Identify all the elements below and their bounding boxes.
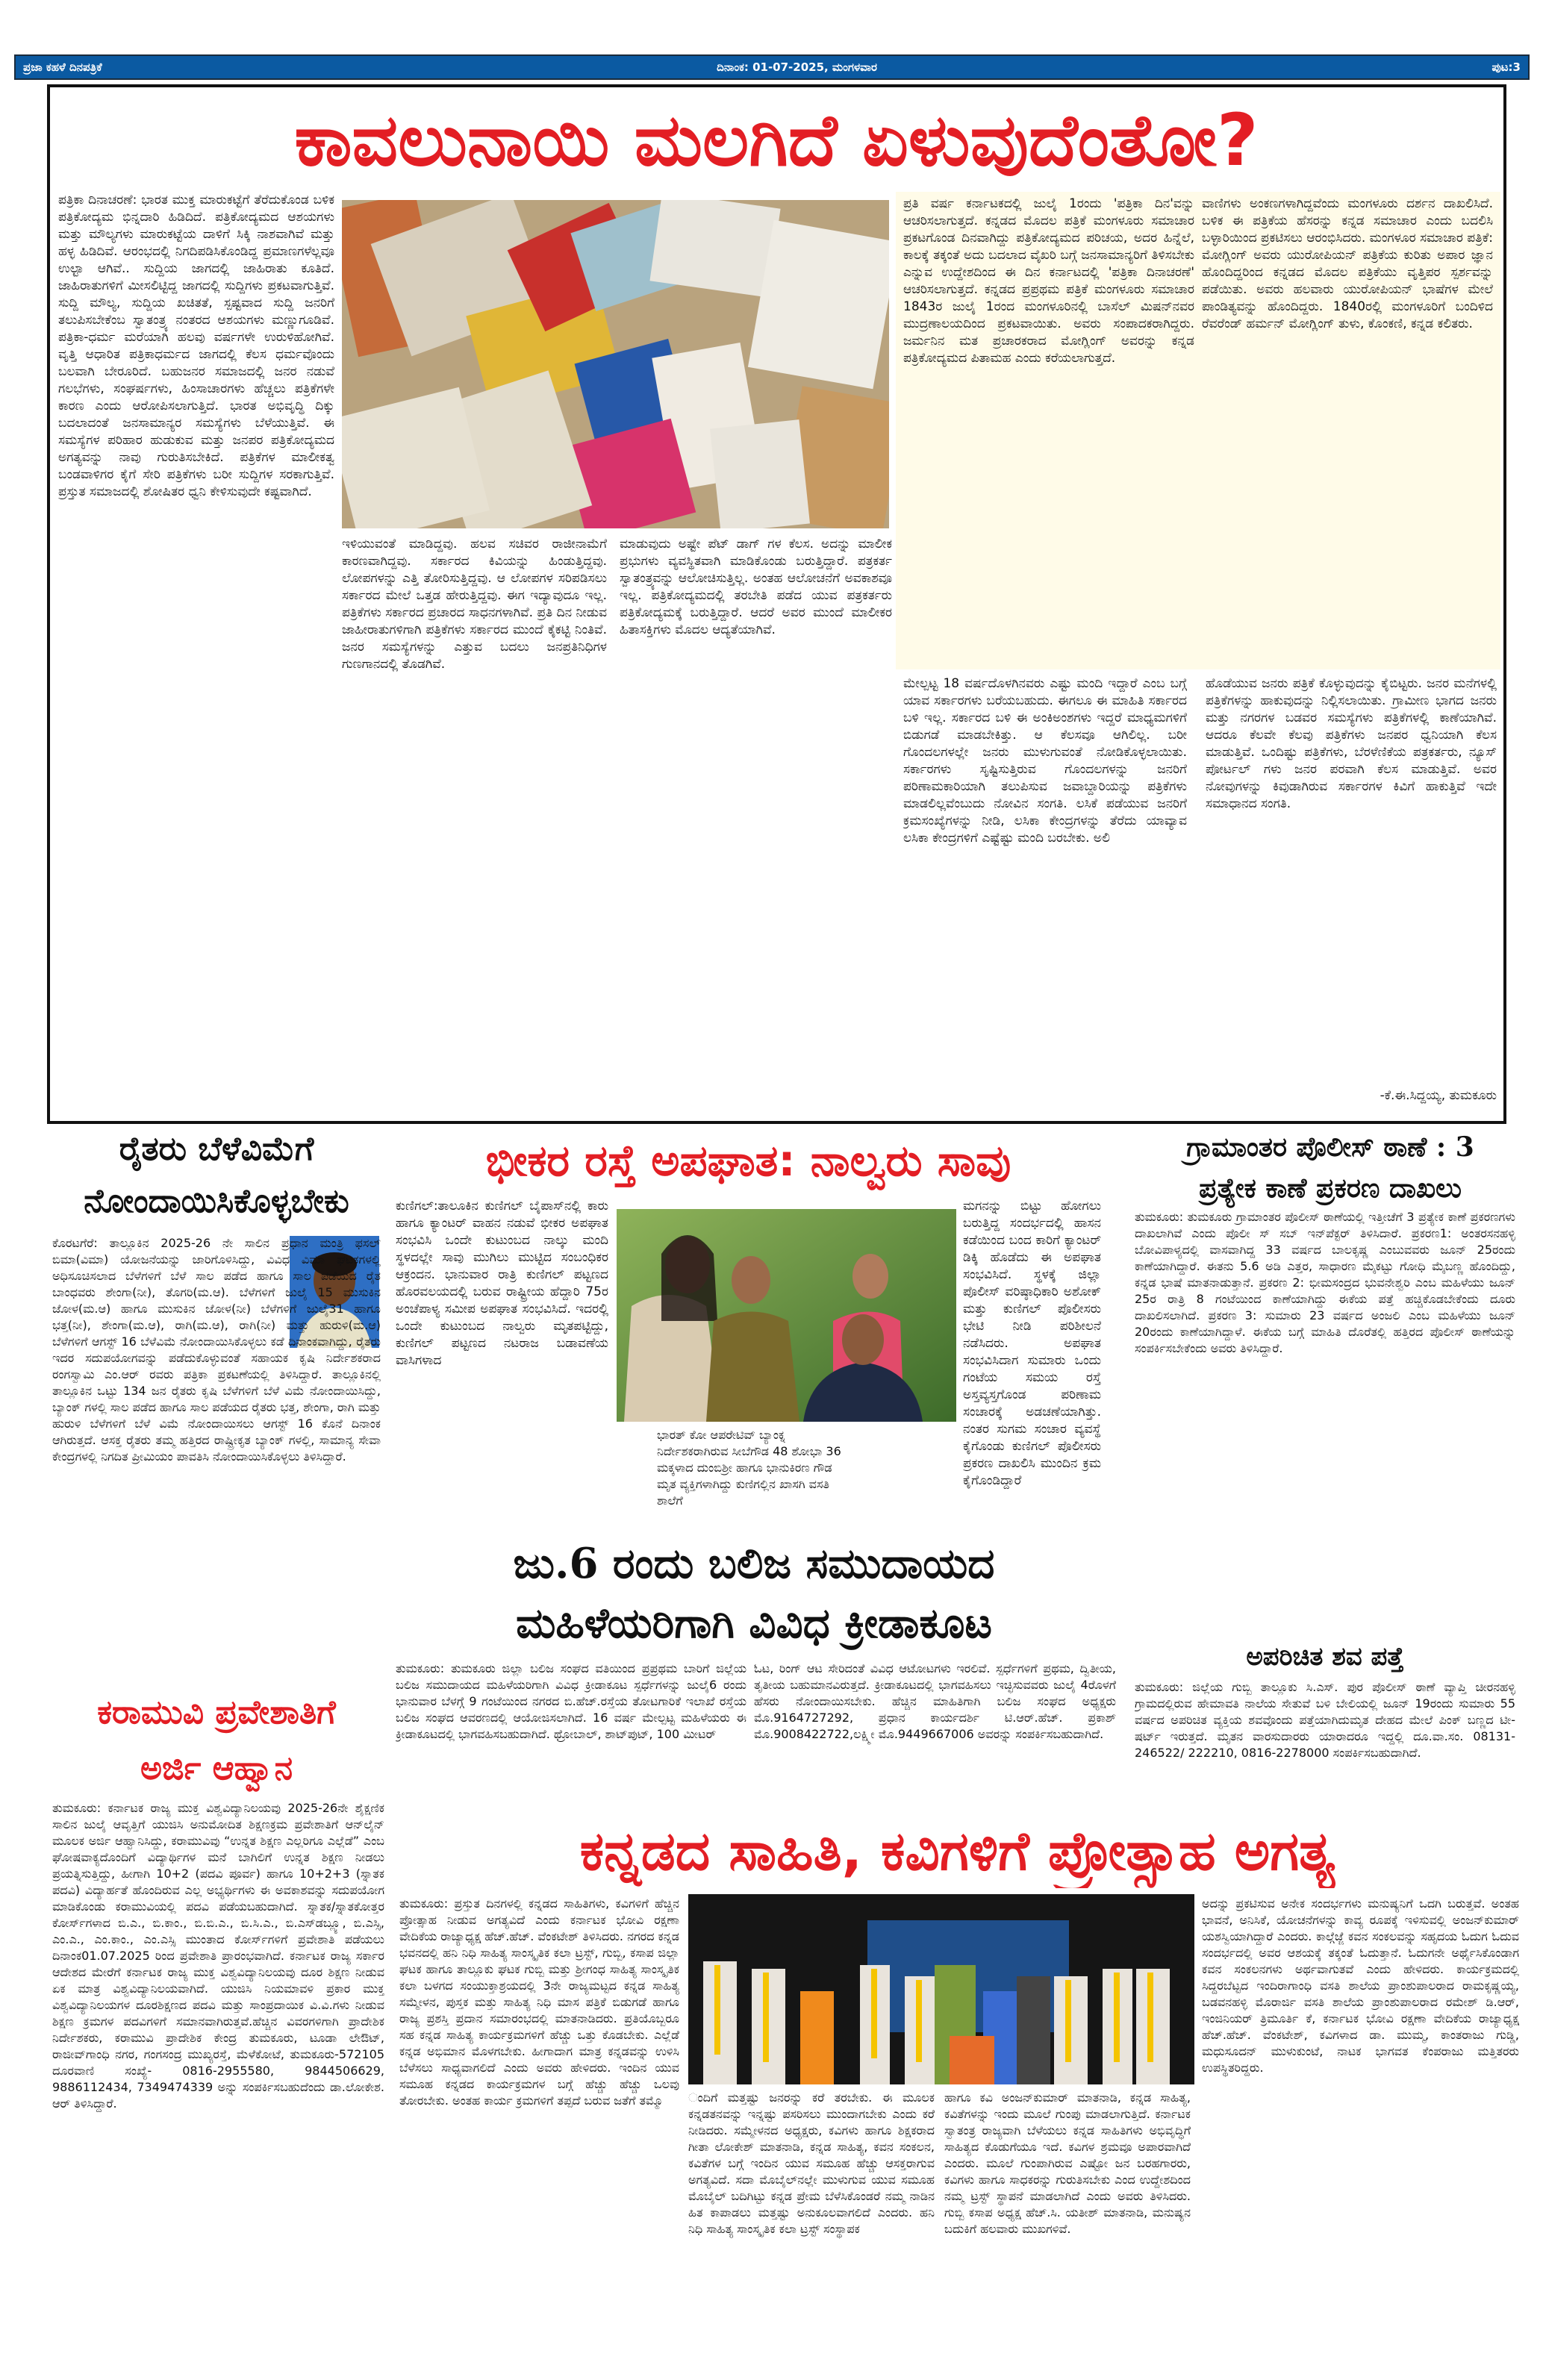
- ksou-headline-line2: ಅರ್ಜಿ ಆಹ್ವಾನ: [140, 1749, 293, 1787]
- literature-event-photo: [688, 1894, 1194, 2084]
- lead-column-5: ಮೇಲ್ಪಟ್ಟ 18 ವರ್ಷದೊಳಗಿನವರು ಎಷ್ಟು ಮಂದಿ ಇದ್ದಾರೆ ಎಂಬ ಬಗ್ಗೆ ಯಾವ ಸರ್ಕಾರಗಳು ಬರೆಯಬಹುದು. ಈಗಲೂ ಈ ಮಾಹಿತಿ ಸರ್ಕಾರದ ಬಳಿ ಇಲ್ಲ. ಸರ್ಕಾರದ ಬಳಿ ಈ ಅಂಕಿಅಂಶಗಳು ಇದ್ದರೆ ಮಾಧ್ಯಮಗಳಿಗೆ ಬಿಡುಗಡೆ ಮಾಡಬೇಕಿತ್ತು. ಆ ಕೆಲಸವೂ ಆಗಿಲಿಲ್ಲ. ಬರೀ ಗೊಂದಲಗಳಲ್ಲೇ ಜನರು ಮುಳುಗುವಂತೆ ನೋಡಿಕೊಳ್ಳಲಾಯಿತು. ಸರ್ಕಾರಗಳು ಸೃಷ್ಟಿಸುತ್ತಿರುವ ಗೊಂದಲಗಳನ್ನು ಜನರಿಗೆ ಪರಿಣಾಮಕಾರಿಯಾಗಿ ತಲುಪಿಸುವ ಜವಾಬ್ದಾರಿಯನ್ನು ಪತ್ರಿಕೆಗಳು ಮಾಡಲಿಲ್ಲವೆಂಬುದು ನೋವಿನ ಸಂಗತಿ. ಲಸಿಕೆ ಪಡೆಯುವ ಜನರಿಗೆ ಕ್ರಮಸಂಖ್ಯೆಗಳನ್ನು ನೀಡಿ, ಲಸಿಕಾ ಕೇಂದ್ರಗಳನ್ನು ತೆರೆದು ಯಾವ್ಯಾವ ಲಸಿಕಾ ಕೇಂದ್ರಗಳಿಗೆ ಎಷ್ಟೆಷ್ಟು ಮಂದಿ ಬರಬೇಕು. ಅಲಿ: [903, 676, 1187, 846]
- literature-column-4: ಅದನ್ನು ಪ್ರಕಟಿಸುವ ಅನೇಕ ಸಂದರ್ಭಗಳು ಮನುಷ್ಯನಿಗೆ ಒದಗಿ ಬರುತ್ತವೆ. ಅಂತಹ ಭಾವನೆ, ಅನಿಸಿಕೆ, ಯೋಚನೆಗಳನ್ನು ಕಾವ್ಯ ರೂಪಕ್ಕೆ ಇಳಿಸುವಲ್ಲಿ ಅಂಜನ್‌ಕುಮಾರ್ ಯಶಸ್ವಿಯಾಗಿದ್ದಾರೆ ಎಂದರು. ಕಾಲ್ಗೆಜ್ಜೆ ಕವನ ಸಂಕಲವನ್ನು ಸಹೃದಯ ಓದುಗ ಓದುವ ಸಂದರ್ಭದಲ್ಲಿ ಅವರ ಆಶಯಕ್ಕೆ ತಕ್ಕಂತೆ ಓದುತ್ತಾನೆ. ಓದುಗನೇ ಅರ್ಥೈಸಿಕೊಂಡಾಗ ಕವನ ಸಂಕಲನಗಳು ಅರ್ಥವಾಗುತವೆ ಎಂದು ಹೇಳಿದರು. ಕಾರ್ಯಕ್ರಮದಲ್ಲಿ ಸಿದ್ದರಬೆಟ್ಟದ ಇಂದಿರಾಗಾಂಧಿ ವಸತಿ ಶಾಲೆಯ ಪ್ರಾಂಶುಪಾಲರಾದ ರಾಮಕೃಷ್ಣಯ್ಯ, ಬಡವನಹಳ್ಳಿ ಮೊರಾರ್ಜಿ ವಸತಿ ಶಾಲೆಯ ಪ್ರಾಂಶುಪಾಲರಾದ ರಮೇಶ್ ಡಿ.ಆರ್, ಇಂಜಿನಿಯರ್ ತ್ರಿಮೂರ್ತಿ ಕೆ, ಕರ್ನಾಟಕ ಭೋವಿ ರಕ್ಷಣಾ ವೇದಿಕೆಯ ರಾಜ್ಯಾಧ್ಯಕ್ಷ ಹೆಚ್.ಹೆಚ್. ವೆಂಕಟೇಶ್, ಕವಿಗಳಾದ ಡಾ. ಮುಮ್ಮ, ಕಾಂತರಾಜು ಗುಡ್ಡಿ, ಮಧುಸೂದನ್ ಮುಳುಕುಂಟೆ, ನಾಟಕ ಭಾಗವತ ಕೆಂಪರಾಜು ಮತ್ತಿತರರು ಉಪಸ್ಥಿತರಿದ್ದರು.: [1202, 1896, 1519, 2075]
- body-found-headline: ಅಪರಿಚಿತ ಶವ ಪತ್ತೆ: [1246, 1642, 1404, 1672]
- accident-column-3: ಮಗನನ್ನು ಬಿಟ್ಟು ಹೋಗಲು ಬರುತ್ತಿದ್ದ ಸಂದರ್ಭದಲ್ಲಿ ಹಾಸನ ಕಡೆಯಿಂದ ಬಂದ ಕಾರಿಗೆ ಕ್ಯಾಂಟರ್ ಡಿಕ್ಕಿ ಹೊಡೆದು ಈ ಅಪಘಾತ ಸಂಭವಿಸಿದೆ. ಸ್ಥಳಕ್ಕೆ ಜಿಲ್ಲಾ ಪೊಲೀಸ್ ವರಿಷ್ಠಾಧಿಕಾರಿ ಅಶೋಕ್ ಮತ್ತು ಕುಣಿಗಲ್ ಪೊಲೀಸರು ಭೇಟಿ ನೀಡಿ ಪರಿಶೀಲನೆ ನಡೆಸಿದರು. ಅಪಘಾತ ಸಂಭವಿಸಿದಾಗ ಸುಮಾರು ಒಂದು ಗಂಟೆಯ ಸಮಯ ರಸ್ತೆ ಅಸ್ತವ್ಯಸ್ತಗೊಂಡ ಪರಿಣಾಮ ಸಂಚಾರಕ್ಕೆ ಅಡಚಣೆಯಾಗಿತ್ತು. ನಂತರ ಸುಗಮ ಸಂಚಾರ ವ್ಯವಸ್ಥೆ ಕೈಗೊಂಡು ಕುಣಿಗಲ್ ಪೊಲೀಸರು ಪ್ರಕರಣ ದಾಖಲಿಸಿ ಮುಂದಿನ ಕ್ರಮ ಕೈಗೊಂಡಿದ್ದಾರೆ: [963, 1199, 1101, 1488]
- felicitation-ceremony-image: [688, 1894, 1194, 2084]
- balija-column-1: ತುಮಕೂರು: ತುಮಕೂರು ಜಿಲ್ಲಾ ಬಲಿಜ ಸಂಘದ ವತಿಯಿಂದ ಪ್ರಪ್ರಥಮ ಬಾರಿಗೆ ಜಿಲ್ಲೆಯ ಬಲಿಜ ಸಮುದಾಯದ ಮಹಿಳೆಯರಿಗಾಗಿ ವಿವಿಧ ಕ್ರೀಡಾಕೂಟ ಸ್ಪರ್ಧೆಗಳನ್ನು ಜುಲೈ6 ರಂದು ಭಾನುವಾರ ಬೆಳಗ್ಗೆ 9 ಗಂಟೆಯಿಂದ ನಗರದ ಬಿ.ಹೆಚ್.ರಸ್ತೆಯ ತೋಟಗಾರಿಕೆ ಇಲಾಖೆ ರಸ್ತೆಯ ಬಲಿಜ ಸಂಘದ ಆವರಣದಲ್ಲಿ ಆಯೋಜಿಸಲಾಗಿದೆ. 16 ವರ್ಷ ಮೇಲ್ಪಟ್ಟ ಮಹಿಳೆಯರು ಈ ಕ್ರೀಡಾಕೂಟದಲ್ಲಿ ಭಾಗವಹಿಸಬಹುದಾಗಿದೆ. ಥ್ರೋಬಾಲ್, ಶಾಟ್‌ಪುಟ್, 100 ಮೀಟರ್: [396, 1661, 746, 1741]
- farmers-headline-line2: ನೋಂದಾಯಿಸಿಕೊಳ್ಳಬೇಕು: [84, 1182, 349, 1220]
- farmers-body: ಕೊರಟಗೆರೆ: ತಾಲ್ಲೂಕಿನ 2025-26 ನೇ ಸಾಲಿನ ಪ್ರಧಾನ ಮಂತ್ರಿ ಫಸಲ್ ಬಿಮಾ(ವಿಮಾ) ಯೋಜನೆಯನ್ನು ಜಾರಿಗೊಳಿಸಿದ್ದು, ವಿವಿಧ ವಿಮಾ ಘಟಕಗಳಲ್ಲಿ ಅಧಿಸೂಚಿಸಲಾದ ಬೆಳೆಗಳಿಗೆ ಬೆಳೆ ಸಾಲ ಪಡೆದ ಹಾಗೂ ಸಾಲ ಪಡೆಯದ ರೈತ ಬಾಂಧವರು ಶೇಂಗಾ(ನೀ), ತೊಗರಿ(ಮ.ಆ). ಬೆಳೆಗಳಿಗೆ ಜುಲೈ 15 ಮುಸುಕಿನ ಜೋಳ(ಮ.ಆ) ಹಾಗೂ ಮುಸುಕಿನ ಜೋಳ(ನೀ) ಬೆಳೆಗಳಿಗೆ ಜುಲೈ31 ಹಾಗೂ ಭತ್ತ(ನೀ), ಶೇಂಗಾ(ಮ.ಆ), ರಾಗಿ(ಮ.ಆ), ರಾಗಿ(ನೀ) ಮತ್ತು ಹುರುಳಿ(ಮ.ಆ) ಬೆಳೆಗಳಿಗೆ ಆಗಸ್ಟ್ 16 ಬೆಳೆವಿಮೆ ನೋಂದಾಯಿಸಿಕೊಳ್ಳಲು ಕಡೆ ದಿನಾಂಕವಾಗಿದ್ದು, ರೈತರು ಇದರ ಸದುಪಯೋಗವನ್ನು ಪಡೆದುಕೊಳ್ಳುವಂತೆ ಸಹಾಯಕ ಕೃಷಿ ನಿರ್ದೇಶಕರಾದ ರಂಗಸ್ವಾಮಿ ಎಂ.ಆರ್ ರವರು ಪತ್ರಿಕಾ ಪ್ರಕಟಣೆಯಲ್ಲಿ ತಿಳಿಸಿದ್ದಾರೆ. ತಾಲ್ಲೂಕಿನಲ್ಲಿ ತಾಲ್ಲೂಕಿನ ಒಟ್ಟು 134 ಜನ ರೈತರು ಕೃಷಿ ಬೆಳೆಗಳಿಗೆ ಬೆಳೆ ವಿಮೆ ನೋಂದಾಯಿಸಿದ್ದು, ಬ್ಯಾಂಕ್ ಗಳಲ್ಲಿ ಸಾಲ ಪಡೆದ ಹಾಗೂ ಸಾಲ ಪಡೆಯದ ರೈತರು ಭತ್ತ, ಶೇಂಗಾ, ರಾಗಿ ಮತ್ತು ಹುರುಳಿ ಬೆಳೆಗಳಿಗೆ ಬೆಳೆ ವಿಮೆ ನೋಂದಾಯಿಸಲು ಆಗಸ್ಟ್ 16 ಕೊನೆ ದಿನಾಂಕ ಆಗಿರುತ್ತದೆ. ಆಸಕ್ತ ರೈತರು ತಮ್ಮ ಹತ್ತಿರದ ರಾಷ್ಟ್ರೀಕೃತ ಬ್ಯಾಂಕ್ ಗಳಲ್ಲಿ, ಸಾಮಾನ್ಯ ಸೇವಾ ಕೇಂದ್ರಗಳಲ್ಲಿ ನಿಗದಿತ ಪ್ರೀಮಿಯಂ ಪಾವತಿಸಿ ನೋಂದಾಯಿಸಿಕೊಳ್ಳಲು ತಿಳಿಸಿದ್ದಾರೆ.: [52, 1236, 381, 1464]
- missing-headline-line1: ಗ್ರಾಮಾಂತರ ಪೊಲೀಸ್ ಠಾಣೆ : 3: [1186, 1131, 1474, 1163]
- press-day-column-1: ಪ್ರತಿ ವರ್ಷ ಕರ್ನಾಟಕದಲ್ಲಿ ಜುಲೈ 1ರಂದು 'ಪತ್ರಿಕಾ ದಿನ'ವನ್ನು ಆಚರಿಸಲಾಗುತ್ತದೆ. ಕನ್ನಡದ ಮೊದಲ ಪತ್ರಿಕೆ ಮಂಗಳೂರು ಸಮಾಚಾರ ಪ್ರಕಟಗೊಂಡ ದಿನವಾಗಿದ್ದು ಪತ್ರಿಕೋದ್ಯಮದ ಪರಿಚಯ, ಅದರ ಹಿನ್ನೆಲೆ, ಕಾಲಕ್ಕೆ ತಕ್ಕಂತೆ ಅದು ಬದಲಾದ ವೈಖರಿ ಬಗ್ಗೆ ಜನಸಾಮಾನ್ಯರಿಗೆ ತಿಳಿಸಬೇಕು ಎನ್ನುವ ಉದ್ದೇಶದಿಂದ ಈ ದಿನ ಕರ್ನಾಟದಲ್ಲಿ 'ಪತ್ರಿಕಾ ದಿನಾಚರಣೆ' ಆಚರಿಸಲಾಗುತ್ತದೆ. ಕನ್ನಡದ ಪ್ರಪ್ರಥಮ ಪತ್ರಿಕೆ ಮಂಗಳೂರು ಸಮಾಚಾರ 1843ರ ಜುಲೈ 1ರಂದ ಮಂಗಳೂರಿನಲ್ಲಿ ಬಾಸೆಲ್ ಮಿಷನ್‌ನವರ ಮುದ್ರಣಾಲಯದಿಂದ ಪ್ರಕಟವಾಯಿತು. ಅವರು ಸಂಪಾದಕರಾಗಿದ್ದರು. ಜರ್ಮನಿನ ಮತ ಪ್ರಚಾರಕರಾದ ಮೋಗ್ಲಿಂಗ್ ಅವರನ್ನು ಕನ್ನಡ ಪತ್ರಿಕೋದ್ಯಮದ ಪಿತಾಮಹ ಎಂದು ಕರೆಯಲಾಗುತ್ತದೆ.: [903, 196, 1194, 366]
- date-line: ದಿನಾಂಕ: 01-07-2025, ಮಂಗಳವಾರ: [717, 60, 877, 74]
- literature-column-2: ಂದಿಗೆ ಮತ್ತಷ್ಟು ಜನರನ್ನು ಕರೆ ತರಬೇಕು. ಈ ಮೂಲಕ ಕನ್ನಡತನವನ್ನು ಇನ್ನಷ್ಟು ಪಸರಿಸಲು ಮುಂದಾಗಬೇಕು ಎಂದು ಕರೆ ನೀಡಿದರು. ಸಮ್ಮೇಳನದ ಅಧ್ಯಕ್ಷರು, ಕವಿಗಳು ಹಾಗೂ ಶಿಕ್ಷಕರಾದ ಗೀತಾ ಲೋಕೇಶ್ ಮಾತನಾಡಿ, ಕನ್ನಡ ಸಾಹಿತ್ಯ, ಕವನ ಸಂಕಲನ, ಕವಿತೆಗಳ ಬಗ್ಗೆ ಇಂದಿನ ಯುವ ಸಮೂಹ ಹೆಚ್ಚು ಆಸಕ್ತರಾಗುವ ಅಗತ್ಯವಿದೆ. ಸದಾ ಮೊಬೈಲ್‌ನಲ್ಲೇ ಮುಳುಗುವ ಯುವ ಸಮೂಹ ಮೊಬೈಲ್ ಬದಿಗಿಟ್ಟು ಕನ್ನಡ ಪ್ರೇಮ ಬೆಳೆಸಿಕೊಂಡರೆ ನಮ್ಮ ನಾಡಿನ ಹಿತ ಕಾಪಾಡಲು ಮತ್ತಷ್ಟು ಅನುಕೂಲವಾಗಲಿದೆ ಎಂದರು. ಹನಿ ನಿಧಿ ಸಾಹಿತ್ಯ ಸಾಂಸ್ಕೃತಿಕ ಕಲಾ ಟ್ರಸ್ಟ್ ಸಂಸ್ಥಾಪಕ: [688, 2090, 935, 2236]
- balija-column-2: ಓಟ, ರಿಂಗ್ ಆಟ ಸೇರಿದಂತೆ ವಿವಿಧ ಆಟೋಟಗಳು ಇರಲಿವೆ. ಸ್ಪರ್ಧೆಗಳಿಗೆ ಪ್ರಥಮ, ದ್ವಿತೀಯ, ತೃತೀಯ ಬಹುಮಾನವಿರುತ್ತದೆ. ಕ್ರೀಡಾಕೂಟದಲ್ಲಿ ಭಾಗವಹಿಸಲು ಇಚ್ಛಿಸುವವರು ಜುಲೈ 4ರೊಳಗೆ ಹೆಸರು ನೋಂದಾಯಿಸಬೇಕು. ಹೆಚ್ಚಿನ ಮಾಹಿತಿಗಾಗಿ ಬಲಿಜ ಸಂಘದ ಅಧ್ಯಕ್ಷರು ಮೊ.9164727292, ಪ್ರಧಾನ ಕಾರ್ಯದರ್ಶಿ ಟಿ.ಆರ್.ಹೆಚ್. ಪ್ರಕಾಶ್ ಮೊ.9008422722,ಲಕ್ಷ್ಮೀ ಮೊ.9449667006 ಅವರನ್ನು ಸಂಪರ್ಕಿಸಬಹುದಾಗಿದೆ.: [754, 1661, 1116, 1741]
- body-found-text: ತುಮಕೂರು: ಜಿಲ್ಲೆಯ ಗುಬ್ಬಿ ತಾಲ್ಲೂಕು ಸಿ.ಎಸ್. ಪುರ ಪೊಲೀಸ್ ಠಾಣೆ ವ್ಯಾಪ್ತಿ ಚೀರನಹಳ್ಳಿ ಗ್ರಾಮದಲ್ಲಿರುವ ಹೇಮಾವತಿ ನಾಲೆಯ ಸೇತುವೆ ಬಳಿ ಬೇಲಿಯಲ್ಲಿ ಜೂನ್ 19ರಂದು ಸುಮಾರು 55 ವರ್ಷದ ಅಪರಿಚಿತ ವ್ಯಕ್ತಿಯ ಶವವೊಂದು ಪತ್ತೆಯಾಗಿದುಮೃತ ದೇಹದ ಮೇಲೆ ಪಿಂಕ್ ಬಣ್ಣದ ಟೀ-ಷರ್ಟ್ ಇರುತ್ತದೆ. ಮೃತನ ವಾರಸುದಾರರು ಯಾರಾದರೂ ಇದ್ದಲ್ಲಿ ದೂ.ವಾ.ಸಂ. 08131-246522/ 222210, 0816-2278000 ಸಂಪರ್ಕಿಸಬಹುದಾಗಿದೆ.: [1135, 1680, 1515, 1760]
- balija-headline-line2: ಮಹಿಳೆಯರಿಗಾಗಿ ವಿವಿಧ ಕ್ರೀಡಾಕೂಟ: [516, 1599, 992, 1648]
- balija-headline-line1: ಜು.6 ರಂದು ಬಲಿಜ ಸಮುದಾಯದ: [513, 1539, 995, 1588]
- missing-headline-line2: ಪ್ರತ್ಯೇಕ ಕಾಣೆ ಪ್ರಕರಣ ದಾಖಲು: [1199, 1172, 1462, 1204]
- page-masthead: [14, 54, 1530, 80]
- newspapers-collage-image: [342, 200, 889, 528]
- ksou-body: ತುಮಕೂರು: ಕರ್ನಾಟಕ ರಾಜ್ಯ ಮುಕ್ತ ವಿಶ್ವವಿದ್ಯಾನಿಲಯವು 2025-26ನೇ ಶೈಕ್ಷಣಿಕ ಸಾಲಿನ ಜುಲೈ ಆವೃತ್ತಿಗೆ ಯುಜಿಸಿ ಅನುಮೋದಿತ ಶಿಕ್ಷಣಕ್ರಮ ಪ್ರವೇಶಾತಿಗೆ ಆನ್‌ಲೈನ್ ಮೂಲಕ ಅರ್ಜಿ ಆಹ್ವಾನಿಸಿದ್ದು, ಕರಾಮುವಿವು “ಉನ್ನತ ಶಿಕ್ಷಣ ಎಲ್ಲರಿಗೂ ಎಲ್ಲೆಡೆ” ಎಂಬ ಘೋಷವಾಕ್ಯದೊಂದಿಗೆ ವಿದ್ಯಾರ್ಥಿಗಳ ಮನೆ ಬಾಗಿಲಿಗೆ ಉನ್ನತ ಶಿಕ್ಷಣ ನೀಡಲು ಪ್ರಯತ್ನಿಸುತ್ತಿದ್ದು, ಹೀಗಾಗಿ 10+2 (ಪದವಿ ಪೂರ್ವ) ಹಾಗೂ 10+2+3 (ಸ್ನಾತಕ ಪದವಿ) ವಿದ್ಯಾರ್ಹತೆ ಹೊಂದಿರುವ ಎಲ್ಲ ಅಭ್ಯರ್ಥಿಗಳು ಈ ಅವಕಾಶವನ್ನು ಸದುಪಯೋಗ ಮಾಡಿಕೊಂಡು ಕರಾಮುವಿಯಲ್ಲಿ ಪದವಿ ಪಡೆಯಬಹುದಾಗಿದೆ. ಸ್ನಾತಕ/ಸ್ನಾತಕೋತ್ತರ ಕೋರ್ಸ್‌ಗಳಾದ ಬಿ.ಎ., ಬಿ.ಕಾಂ., ಬಿ.ಬಿ.ಎ., ಬಿ.ಸಿ.ಎ., ಬಿ.ಎಸ್‌ಡಬ್ಲ್ಯೂ, ಬಿ.ಎಸ್ಸಿ, ಎಂ.ಎ., ಎಂ.ಕಾಂ., ಎಂ.ಎಸ್ಸಿ ಮುಂತಾದ ಕೋರ್ಸ್‌ಗಳಿಗೆ ಪ್ರವೇಶಾತಿ ಪಡೆಯಲು ದಿನಾಂಕ01.07.2025 ರಿಂದ ಪ್ರವೇಶಾತಿ ಪ್ರಾರಂಭವಾಗಿದೆ. ಕರ್ನಾಟಕ ರಾಜ್ಯ ಸರ್ಕಾರ ಆದೇಶದ ಮೇರೆಗೆ ಕರ್ನಾಟಕ ರಾಜ್ಯ ಮುಕ್ತ ವಿಶ್ವವಿದ್ಯಾನಿಲಯವು ದೂರ ಶಿಕ್ಷಣ ನೀಡುವ ಏಕ ಮಾತ್ರ ವಿಶ್ವವಿದ್ಯಾನಿಲಯವಾಗಿದೆ. ಯುಜಿಸಿ ನಿಯಮಾವಳಿ ಪ್ರಕಾರ ಮುಕ್ತ ವಿಶ್ವವಿದ್ಯಾನಿಲಯಗಳ ದೂರಶಿಕ್ಷಣದ ಪದವಿ ಮತ್ತು ಸಾಂಪ್ರದಾಯಿಕ ವಿ.ವಿ.ಗಳು ನೀಡುವ ಶಿಕ್ಷಣ ಕ್ರಮಗಳ ಪದವಿಗಳಿಗೆ ಸಮಾನವಾಗಿರುತ್ತವೆ.ಹೆಚ್ಚಿನ ವಿವರಗಳಿಗಾಗಿ ಪ್ರಾದೇಶಿಕ ನಿರ್ದೇಶಕರು, ಕರಾಮುವಿ ಪ್ರಾದೇಶಿಕ ಕೇಂದ್ರ ತುಮಕೂರು, ಟೂಡಾ ಲೇಔಟ್, ರಾಜೀವ್‌ಗಾಂಧಿ ನಗರ, ಗಂಗಸಂದ್ರ ಮುಖ್ಯರಸ್ತೆ, ಮೆಳೆಕೋಟೆ, ತುಮಕೂರು-572105 ದೂರವಾಣಿ ಸಂಖ್ಯೆ- 0816-2955580, 9844506629, 9886112434, 7349474339 ಅನ್ನು ಸಂಪರ್ಕಿಸಬಹುದೆಂದು ಡಾ.ಲೋಕೇಶ. ಆರ್ ತಿಳಿಸಿದ್ದಾರೆ.: [52, 1801, 384, 2111]
- accident-headline: ಭೀಕರ ರಸ್ತೆ ಅಪಘಾತ: ನಾಲ್ವರು ಸಾವು: [485, 1135, 1011, 1186]
- lead-column-6: ಹೊಡೆಯುವ ಜನರು ಪತ್ರಿಕೆ ಕೊಳ್ಳುವುದನ್ನು ಕೈಬಿಟ್ಟರು. ಜನರ ಮನೆಗಳಲ್ಲಿ ಪತ್ರಿಕೆಗಳನ್ನು ಹಾಕುವುದನ್ನು ನಿಲ್ಲಿಸಲಾಯಿತು. ಗ್ರಾಮೀಣ ಭಾಗದ ಜನರು ಮತ್ತು ನಗರಗಳ ಬಡವರ ಸಮಸ್ಯೆಗಳು ಪತ್ರಿಕೆಗಳಲ್ಲಿ ಕಾಣೆಯಾಗಿವೆ. ಆದರೂ ಕೆಲವೇ ಕೆಲವು ಪತ್ರಿಕೆಗಳು ಜನಪರ ಧ್ವನಿಯಾಗಿ ಕೆಲಸ ಮಾಡುತ್ತಿವೆ. ಒಂದಿಷ್ಟು ಪತ್ರಿಕೆಗಳು, ಬೆರಳೆಣಿಕೆಯ ಪತ್ರಕರ್ತರು, ನ್ಯೂಸ್ ಪೋರ್ಟಲ್ ಗಳು ಜನರ ಪರವಾಗಿ ಕೆಲಸ ಮಾಡುತ್ತಿವೆ. ಅವರ ನೋವುಗಳನ್ನು ಕಿವುಡಾಗಿರುವ ಸರ್ಕಾರಗಳ ಕಿವಿಗೆ ಹಾಕುತ್ತಿವೆ ಇದೇ ಸಮಾಧಾನದ ಸಂಗತಿ.: [1206, 676, 1497, 811]
- ksou-headline-line1: ಕರಾಮುವಿ ಪ್ರವೇಶಾತಿಗೆ: [97, 1693, 336, 1731]
- lead-column-1: ಪತ್ರಿಕಾ ದಿನಾಚರಣೆ: ಭಾರತ ಮುಕ್ತ ಮಾರುಕಟ್ಟೆಗೆ ತೆರೆದುಕೊಂಡ ಬಳಿಕ ಪತ್ರಿಕೋದ್ಯಮ ಭಿನ್ನದಾರಿ ಹಿಡಿದಿದೆ. ಪತ್ರಿಕೋದ್ಯಮದ ಆಶಯಗಳು ಮತ್ತು ಮೌಲ್ಯಗಳು ಮಾರುಕಟ್ಟೆಯ ದಾಳಿಗೆ ಸಿಕ್ಕಿ ನಾಶವಾಗಿವೆ ಮತ್ತು ಹಳ್ಳ ಹಿಡಿದಿವೆ. ಆರಂಭದಲ್ಲಿ ನಿಗದಿಪಡಿಸಿಕೊಂಡಿದ್ದ ಪ್ರಮಾಣಗಳೆಲ್ಲವೂ ಉಲ್ಟಾ ಆಗಿವೆ.. ಸುದ್ದಿಯ ಜಾಗದಲ್ಲಿ ಜಾಹಿರಾತು ಕೂತಿದೆ. ಜಾಹಿರಾತುಗಳಿಗೆ ಮೀಸಲಿಟ್ಟಿದ್ದ ಜಾಗದಲ್ಲಿ ಸುದ್ದಿಗಳು ಪ್ರಕಟವಾಗುತ್ತಿವೆ. ಸುದ್ದಿ ಮೌಲ್ಯ, ಸುದ್ದಿಯ ಖಚಿತತೆ, ಸ್ಪಷ್ಟವಾದ ಸುದ್ದಿ ಜನರಿಗೆ ತಲುಪಿಸಬೇಕೆಂಬ ಸ್ವಾತಂತ್ರ್ಯ ನಂತರದ ಆಶಯಗಳು ಮಣ್ಣುಗೂಡಿವೆ. ಪತ್ರಿಕಾ-ಧರ್ಮ ಮರೆಯಾಗಿ ಹಲವು ವರ್ಷಗಳೇ ಉರುಳಿಹೋಗಿವೆ. ವೃತ್ತಿ ಆಧಾರಿತ ಪತ್ರಿಕಾಧರ್ಮದ ಜಾಗದಲ್ಲಿ ಕೆಲಸ ಧರ್ಮವೊಂದು ಬಲವಾಗಿ ಬೇರೂರಿದೆ. ಬಹುಜನರ ಸಮಾಜದಲ್ಲಿ ಜನರ ನಡುವೆ ಗಲಭೆಗಳು, ಸಂಘರ್ಷಗಳು, ಹಿಂಸಾಚಾರಗಳು ಹೆಚ್ಚಲು ಪತ್ರಿಕೆಗಳೇ ಕಾರಣ ಎಂದು ಆರೋಪಿಸಲಾಗುತ್ತಿದೆ. ಭಾರತ ಅಭಿವೃದ್ಧಿ ದಿಕ್ಕು ಬದಲಾದಂತೆ ಜನಸಾಮಾನ್ಯರ ಸಮಸ್ಯೆಗಳು ಬೆಳೆಯುತ್ತಿವೆ. ಈ ಸಮಸ್ಯೆಗಳ ಪರಿಹಾರ ಹುಡುಕುವ ಮತ್ತು ಜನಪರ ಪತ್ರಿಕೋದ್ಯಮದ ಅಗತ್ಯವನ್ನು ನಾವು ಗುರುತಿಸಬೇಕಿದೆ. ಪತ್ರಿಕೆಗಳ ಮಾಲೀಕತ್ವ ಬಂಡವಾಳಿಗರ ಕೈಗೆ ಸೇರಿ ಪತ್ರಿಕೆಗಳು ಬರೀ ಸುದ್ದಿಗಳ ಸರಕಾಗುತ್ತಿವೆ. ಪ್ರಸ್ತುತ ಸಮಾಜದಲ್ಲಿ ಶೋಷಿತರ ಧ್ವನಿ ಕೇಳಿಸುವುದೇ ಕಷ್ಟವಾಗಿದೆ.: [58, 193, 334, 499]
- paper-name: ಪ್ರಜಾ ಕಹಳೆ ದಿನಪತ್ರಿಕೆ: [23, 60, 102, 74]
- newspapers-photo: [342, 200, 889, 528]
- lead-byline: -ಕೆ.ಈ.ಸಿದ್ದಯ್ಯ, ತುಮಕೂರು: [1380, 1088, 1497, 1103]
- lead-column-2: ಇಳಿಯುವಂತೆ ಮಾಡಿದ್ದವು. ಹಲವ ಸಚಿವರ ರಾಜೀನಾಮೆಗೆ ಕಾರಣವಾಗಿದ್ದವು. ಸರ್ಕಾರದ ಕಿವಿಯನ್ನು ಹಿಂಡುತ್ತಿದ್ದವು. ಲೋಪಗಳನ್ನು ಎತ್ತಿ ತೋರಿಸುತ್ತಿದ್ದವು. ಆ ಲೋಪಗಳ ಸರಿಪಡಿಸಲು ಸರ್ಕಾರದ ಮೇಲೆ ಒತ್ತಡ ಹೇರುತ್ತಿದ್ದವು. ಈಗ ಇದ್ಯಾವುದೂ ಇಲ್ಲ. ಪತ್ರಿಕೆಗಳು ಸರ್ಕಾರದ ಪ್ರಚಾರದ ಸಾಧನಗಳಾಗಿವೆ. ಪ್ರತಿ ದಿನ ನೀಡುವ ಜಾಹೀರಾತುಗಳಿಗಾಗಿ ಪತ್ರಿಕೆಗಳು ಸರ್ಕಾರದ ಮುಂದೆ ಕೈಕಟ್ಟಿ ನಿಂತಿವೆ. ಜನರ ಸಮಸ್ಯೆಗಳನ್ನು ಎತ್ತುವ ಬದಲು ಜನಪ್ರತಿನಿಧಿಗಳ ಗುಣಗಾನದಲ್ಲಿ ತೊಡಗಿವೆ.: [342, 537, 607, 672]
- press-day-column-2: ವಾಣಿಗಳು ಅಂಕಣಗಳಾಗಿದ್ದವೆಂದು ಮಂಗಳೂರು ದರ್ಶನ ದಾಖಲಿಸಿದೆ. ಬಳಿಕ ಈ ಪತ್ರಿಕೆಯ ಹೆಸರನ್ನು ಕನ್ನಡ ಸಮಾಚಾರ ಎಂದು ಬದಲಿಸಿ ಬಳ್ಳಾರಿಯಿಂದ ಪ್ರಕಟಿಸಲು ಆರಂಭಿಸಿದರು. ಮಂಗಳೂರ ಸಮಾಚಾರ ಪತ್ರಿಕೆ: ಮೋಗ್ಲಿಂಗ್ ಅವರು ಯುರೋಪಿಯನ್ ಪತ್ರಿಕೆಯ ಕುರಿತು ಅಪಾರ ಜ್ಞಾನ ಹೊಂದಿದ್ದರಿಂದ ಕನ್ನಡದ ಮೊದಲ ಪತ್ರಿಕೆಯು ವೃತ್ತಿಪರ ಸ್ಪರ್ಶವನ್ನು ಪಡೆಯಿತು. ಅವರು ಹಲವಾರು ಯುರೋಪಿಯನ್ ಭಾಷೆಗಳ ಮೇಲೆ ಪಾಂಡಿತ್ಯವನ್ನು ಹೊಂದಿದ್ದರು. 1840ರಲ್ಲಿ ಮಂಗಳೂರಿಗೆ ಬಂದಿಳಿದ ರೆವರೆಂಡ್ ಹರ್ಮನ್ ಮೋಗ್ಲಿಂಗ್ ತುಳು, ಕೊಂಕಣಿ, ಕನ್ನಡ ಕಲಿತರು.: [1202, 196, 1493, 331]
- missing-body: ತುಮಕೂರು: ತುಮಕೂರು ಗ್ರಾಮಾಂತರ ಪೊಲೀಸ್ ಠಾಣೆಯಲ್ಲಿ ಇತ್ತೀಚೆಗೆ 3 ಪ್ರತ್ಯೇಕ ಕಾಣೆ ಪ್ರಕರಣಗಳು ದಾಖಲಾಗಿವೆ ಎಂದು ಪೊಲೀ ಸ್ ಸಬ್ ಇನ್‌ಪೆಕ್ಟರ್ ತಿಳಿಸಿದಾರೆ. ಪ್ರಕರಣ1: ಅಂತರಸನಹಳ್ಳಿ ಬೋವಿಪಾಳ್ಯದಲ್ಲಿ ವಾಸವಾಗಿದ್ದ 33 ವರ್ಷದ ಬಾಲಕೃಷ್ಣ ಎಂಬುವವರು ಜೂನ್ 25ರಂದು ಕಾಣೆಯಾಗಿದ್ದಾರೆ. ಈತನು 5.6 ಅಡಿ ಎತ್ತರ, ಸಾಧಾರಣ ಮೈಕಟ್ಟು ಗೋಧಿ ಮೈಬಣ್ಣ ಹೊಂದಿದ್ದು, ಕನ್ನಡ ಭಾಷೆ ಮಾತನಾಡುತ್ತಾನೆ. ಪ್ರಕರಣ 2: ಭೀಮಸಂದ್ರದ ಭುವನೇಶ್ವರಿ ಎಂಬ ಮಹಿಳೆಯು ಜೂನ್ 25ರ ರಾತ್ರಿ 8 ಗಂಟೆಯಿಂದ ಕಾಣೆಯಾಗಿದ್ದು ಈಕೆಯ ಪತ್ತೆ ಹಚ್ಚಿಕೊಡಬೇಕೆಂದು ದೂರು ದಾಖಲಿಸಲಾಗಿದೆ. ಪ್ರಕರಣ 3: ಸುಮಾರು 23 ವರ್ಷದ ಅಂಜಲಿ ಎಂಬ ಮಹಿಳೆಯು ಜೂನ್ 20ರಂದು ಕಾಣೆಯಾಗಿದ್ದಾಳೆ. ಈಕೆಯ ಬಗ್ಗೆ ಮಾಹಿತಿ ದೊರೆತಲ್ಲಿ ಹತ್ತಿರದ ಪೊಲೀಸ್ ಠಾಣೆಯನ್ನು ಸಂಪರ್ಕಿಸಬೇಕೆಂದು ಅವರು ತಿಳಿಸಿದ್ದಾರೆ.: [1135, 1210, 1515, 1355]
- accident-photo-caption: ಭಾರತ್ ಕೋ ಆಪರೇಟಿವ್ ಬ್ಯಾಂಕ್ನ ನಿರ್ದೇಶಕರಾಗಿರುವ ಸೀಬೆಗೌಡ 48 ಶೋಭಾ 36 ಮಕ್ಕಳಾದ ದುಂಬಿಶ್ರೀ ಹಾಗೂ ಭಾನುಕಿರಣ ಗೌಡ ಮೃತ ವ್ಯಕ್ತಿಗಳಾಗಿದ್ದು ಕುಣಿಗಲ್ಲಿನ ಖಾಸಗಿ ವಸತಿ ಶಾಲೆಗೆ: [657, 1428, 841, 1508]
- lead-column-3: ಮಾಡುವುದು ಅಷ್ಟೇ ಪೆಟ್ ಡಾಗ್ ಗಳ ಕೆಲಸ. ಅದನ್ನು ಮಾಲೀಕ ಪ್ರಭುಗಳು ವ್ಯವಸ್ಥಿತವಾಗಿ ಮಾಡಿಕೊಂಡು ಬರುತ್ತಿದ್ದಾರೆ. ಪತ್ರಕರ್ತ ಸ್ವಾತಂತ್ರ್ಯವನ್ನು ಆಲೋಚಿಸುತ್ತಿಲ್ಲ. ಅಂತಹ ಆಲೋಚನೆಗೆ ಅವಕಾಶವೂ ಇಲ್ಲ. ಪತ್ರಿಕೋದ್ಯಮದಲ್ಲಿ ತರಬೇತಿ ಪಡೆದ ಯುವ ಪತ್ರಕರ್ತರು ಪತ್ರಿಕೋದ್ಯಮಕ್ಕೆ ಬರುತ್ತಿದ್ದಾರೆ. ಆದರೆ ಅವರ ಮುಂದೆ ಮಾಲೀಕರ ಹಿತಾಸಕ್ತಿಗಳು ಮೊದಲ ಆದ್ಯತೆಯಾಗಿವೆ.: [620, 537, 892, 637]
- literature-column-3: ಹಾಗೂ ಕವಿ ಅಂಜನ್‌ಕುಮಾರ್ ಮಾತನಾಡಿ, ಕನ್ನಡ ಸಾಹಿತ್ಯ, ಕವಿತೆಗಳನ್ನು ಇಂದು ಮೂಲೆ ಗುಂಪು ಮಾಡಲಾಗುತ್ತಿದೆ. ಕರ್ನಾಟಕ ಸ್ವಾತಂತ್ರ ರಾಜ್ಯವಾಗಿ ಬೆಳೆಯಲು ಕನ್ನಡ ಸಾಹಿತಿಗಳು ಅಭಿವೃದ್ಧಿಗೆ ಸಾಹಿತ್ಯದ ಕೊಡುಗೆಯೂ ಇದೆ. ಕವಿಗಳ ಶ್ರಮವೂ ಅಪಾರವಾಗಿದೆ ಎಂದರು. ಮೂಲೆ ಗುಂಪಾಗಿರುವ ಎಷ್ಟೋ ಜನ ಬರಹಗಾರರು, ಕವಿಗಳು ಹಾಗೂ ಸಾಧಕರನ್ನು ಗುರುತಿಸಬೇಕು ಎಂದ ಉದ್ದೇಶದಿಂದ ನಮ್ಮ ಟ್ರಸ್ಟ್ ಸ್ಥಾಪನೆ ಮಾಡಲಾಗಿದೆ ಎಂದು ಅವರು ತಿಳಿಸಿದರು. ಗುಬ್ಬಿ ಕಸಾಪ ಅಧ್ಯಕ್ಷ ಹೆಚ್.ಸಿ. ಯತೀಶ್ ಮಾತನಾಡಿ, ಮನುಷ್ಯನ ಬದುಕಿಗೆ ಹಲವಾರು ಮುಖಗಳಿವೆ.: [944, 2090, 1191, 2236]
- lead-headline: ಕಾವಲುನಾಯಿ ಮಲಗಿದೆ ಏಳುವುದೆಂತೋ?: [294, 99, 1259, 182]
- page-number: ಪುಟ:3: [1491, 60, 1521, 74]
- farmers-headline-line1: ರೈತರು ಬೆಳೆವಿಮೆಗೆ: [119, 1130, 314, 1168]
- accident-column-1: ಕುಣಿಗಲ್:ತಾಲೂಕಿನ ಕುಣಿಗಲ್ ಬೈಪಾಸ್‌ನಲ್ಲಿ ಕಾರು ಹಾಗೂ ಕ್ಯಾಂಟರ್ ವಾಹನ ನಡುವೆ ಭೀಕರ ಅಪಘಾತ ಸಂಭವಿಸಿ ಒಂದೇ ಕುಟುಂಬದ ನಾಲ್ಕು ಮಂದಿ ಸ್ಥಳದಲ್ಲೇ ಸಾವು ಮುಗಿಲು ಮುಟ್ಟಿದ ಸಂಬಂಧಿಕರ ಆಕ್ರಂದನ. ಭಾನುವಾರ ರಾತ್ರಿ ಕುಣಿಗಲ್ ಪಟ್ಟಣದ ಹೊರವಲಯದಲ್ಲಿ ಬರುವ ರಾಷ್ಟ್ರೀಯ ಹೆದ್ದಾರಿ 75ರ ಅಂಚೆಪಾಳ್ಯ ಸಮೀಪ ಅಪಘಾತ ಸಂಭವಿಸಿದೆ. ಇದರಲ್ಲಿ ಒಂದೇ ಕುಟುಂಬದ ನಾಲ್ವರು ಮೃತಪಟ್ಟಿದ್ದು, ಕುಣಿಗಲ್ ಪಟ್ಟಣದ ನಟರಾಜ ಬಡಾವಣೆಯ ವಾಸಿಗಳಾದ: [396, 1199, 608, 1368]
- family-photo: [617, 1209, 956, 1422]
- literature-column-1: ತುಮಕೂರು: ಪ್ರಸ್ತುತ ದಿನಗಳಲ್ಲಿ ಕನ್ನಡದ ಸಾಹಿತಿಗಳು, ಕವಿಗಳಿಗೆ ಹೆಚ್ಚಿನ ಪ್ರೋತ್ಸಾಹ ನೀಡುವ ಅಗತ್ಯವಿದೆ ಎಂದು ಕರ್ನಾಟಕ ಭೋವಿ ರಕ್ಷಣಾ ವೇದಿಕೆಯ ರಾಜ್ಯಾಧ್ಯಕ್ಷ ಹೆಚ್.ಹೆಚ್. ವೆಂಕಟೇಶ್ ತಿಳಿಸಿದರು. ನಗರದ ಕನ್ನಡ ಭವನದಲ್ಲಿ ಹನಿ ನಿಧಿ ಸಾಹಿತ್ಯ ಸಾಂಸ್ಕೃತಿಕ ಕಲಾ ಟ್ರಸ್ಟ್, ಗುಬ್ಬಿ, ಕಸಾಪ ಜಿಲ್ಲಾ ಘಟಕ ಹಾಗೂ ತಾಲ್ಲೂಕು ಘಟಕ ಗುಬ್ಬಿ ಮತ್ತು ಶ್ರೀಗಂಧ ಸಾಹಿತ್ಯ ಸಾಂಸ್ಕೃತಿಕ ಕಲಾ ಬಳಗದ ಸಂಯುಕ್ತಾಶ್ರಯದಲ್ಲಿ 3ನೇ ರಾಜ್ಯಮಟ್ಟದ ಕನ್ನಡ ಸಾಹಿತ್ಯ ಸಮ್ಮೇಳನ, ಪುಸ್ತಕ ಮತ್ತು ಸಾಹಿತ್ಯ ನಿಧಿ ಮಾಸ ಪತ್ರಿಕೆ ಬಿಡುಗಡೆ ಹಾಗೂ ರಾಜ್ಯ ಪ್ರಶಸ್ತಿ ಪ್ರದಾನ ಸಮಾರಂಭದಲ್ಲಿ ಮಾತನಾಡಿದರು. ಪ್ರತಿಯೊಬ್ಬರೂ ಸಹ ಕನ್ನಡ ಸಾಹಿತ್ಯ ಕಾರ್ಯಕ್ರಮಗಳಿಗೆ ಹೆಚ್ಚು ಒತ್ತು ಕೊಡಬೇಕು. ಎಲ್ಲೆಡೆ ಕನ್ನಡ ಅಭಿಮಾನ ಮೊಳಗಬೇಕು. ಹೀಗಾದಾಗ ಮಾತ್ರ ಕನ್ನಡವನ್ನು ಉಳಿಸಿ ಬೆಳೆಸಲು ಸಾಧ್ಯವಾಗಲಿದೆ ಎಂದು ಅವರು ಹೇಳಿದರು. ಇಂದಿನ ಯುವ ಸಮೂಹ ಕನ್ನಡದ ಕಾರ್ಯಕ್ರಮಗಳ ಬಗ್ಗೆ ಹೆಚ್ಚು ಹೆಚ್ಚು ಒಲವು ತೋರಬೇಕು. ಅಂತಹ ಕಾರ್ಯ ಕ್ರಮಗಳಿಗೆ ತಪ್ಪದೆ ಬರುವ ಜತೆಗೆ ತಮ್ಮೊ: [399, 1896, 679, 2108]
- family-portrait-image: [617, 1209, 956, 1422]
- literature-headline: ಕನ್ನಡದ ಸಾಹಿತಿ, ಕವಿಗಳಿಗೆ ಪ್ರೋತ್ಸಾಹ ಅಗತ್ಯ: [579, 1820, 1335, 1882]
